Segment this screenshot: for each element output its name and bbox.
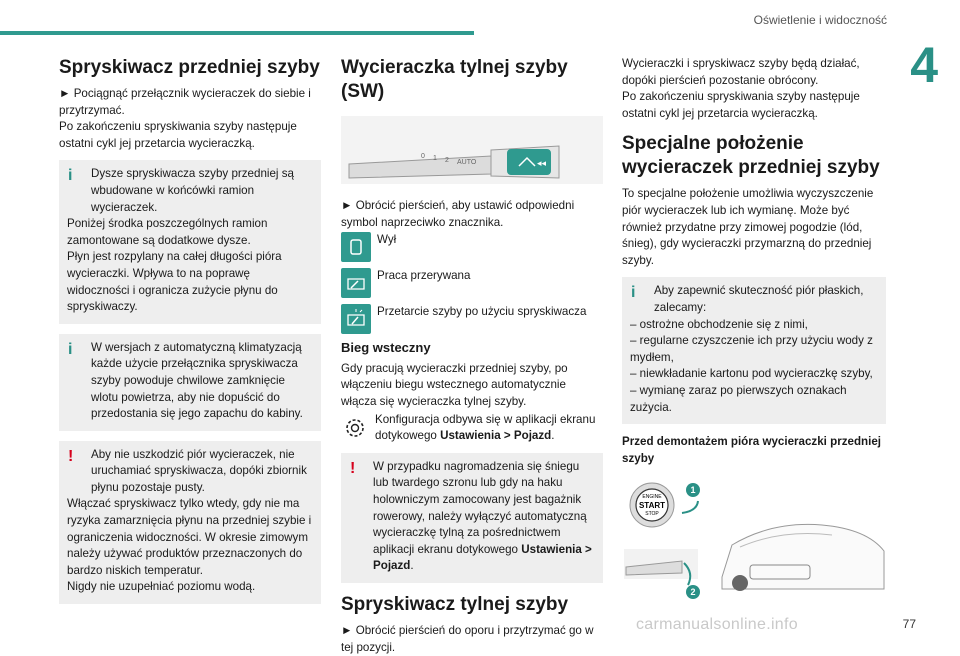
paragraph: Wycieraczki i spryskiwacz szyby będą działać, dopóki pierścień pozostanie obrócony. bbox=[622, 57, 860, 87]
warning-text: W przypadku nagromadzenia się śniegu lub twardego szronu lub gdy na haku holowniczym zamocowany jest bagażnik rowerowy, należy wyłączyć automatyczną wycieraczkę tylną za pośrednictwem aplikacji ekranu dotykowego Ustawienia > Pojazd. bbox=[373, 459, 592, 573]
info-icon: i bbox=[68, 340, 73, 358]
section-title-rear-washer: Spryskiwacz tylnej szyby bbox=[341, 593, 569, 615]
wiper-stalk-icon bbox=[341, 116, 603, 184]
mode-label: Przetarcie szyby po użyciu spryskiwacza bbox=[377, 305, 587, 319]
config-path: Ustawienia > Pojazd bbox=[440, 429, 552, 443]
watermark: carmanualsonline.info bbox=[636, 616, 798, 633]
info-box bbox=[59, 334, 321, 431]
stalk-label: AUTO bbox=[457, 159, 477, 166]
list-item: – niewkładanie kartonu pod wycieraczkę szyby, bbox=[630, 367, 873, 381]
list-item: – regularne czyszczenie ich przy użyciu wody z mydłem, bbox=[630, 334, 873, 364]
info-text: Płyn jest rozpylany na całej długości pióra wycieraczki. Wpływa to na poprawę widoczności i ogranicza zużycie płynu do spryskiwaczy. bbox=[67, 250, 282, 314]
mode-off bbox=[341, 232, 603, 262]
warning-icon: ! bbox=[68, 447, 74, 465]
paragraph: Po zakończeniu spryskiwania szyby następuje ostatni cykl jej przetarcia wycieraczką. bbox=[622, 90, 860, 120]
chapter-number: 4 bbox=[910, 37, 938, 93]
info-text: Aby zapewnić skuteczność piór płaskich, zalecamy: bbox=[654, 284, 864, 314]
paragraph: To specjalne położenie umożliwia wyczyszczenie piór wycieraczek lub ich wymianę. Może być również przydatne przy zimowej pogodzie (lód, śnieg), gdy wycieraczki przymarzną do przedniej szyby. bbox=[622, 187, 874, 267]
engine-label: ENGINE bbox=[642, 494, 662, 501]
warning-path: Ustawienia > Pojazd bbox=[373, 542, 592, 573]
callout-2: 2 bbox=[686, 585, 700, 599]
info-text: Poniżej środka poszczególnych ramion zamontowane są dodatkowe dysze. bbox=[67, 217, 268, 247]
config-text-body: Konfiguracja odbywa się w aplikacji ekranu dotykowego bbox=[375, 412, 596, 443]
section-title-special-position: Specjalne położenie wycieraczek przedniej szyby bbox=[622, 133, 880, 179]
section-title-rear-wiper: Wycieraczka tylnej szyby (SW) bbox=[341, 57, 568, 102]
wiper-intermittent-icon bbox=[341, 268, 371, 298]
car-illustration bbox=[622, 481, 886, 601]
paragraph: ► Pociągnąć przełącznik wycieraczek do siebie i przytrzymać. bbox=[59, 87, 311, 117]
config-note bbox=[341, 412, 603, 445]
paragraph: Gdy pracują wycieraczki przedniej szyby, po włączeniu biegu wstecznego automatycznie włącza się wycieraczka tylnej szyby. bbox=[341, 361, 568, 408]
section-title-front-washer: Spryskiwacz przedniej szyby bbox=[59, 57, 320, 78]
warning-text: Aby nie uszkodzić piór wycieraczek, nie uruchamiać spryskiwacza, dopóki zbiornik płynu pozostaje pusty. bbox=[91, 447, 307, 494]
wiper-off-icon bbox=[341, 232, 371, 262]
header-accent-bar bbox=[0, 31, 474, 35]
engine-label: STOP bbox=[645, 511, 659, 518]
removal-illustration bbox=[622, 481, 886, 601]
stalk-label: 2 bbox=[445, 157, 449, 164]
subheading-before-removal: Przed demontażem pióra wycieraczki przedniej szyby bbox=[622, 435, 882, 465]
info-text: W wersjach z automatyczną klimatyzacją każde użycie przełącznika spryskiwacza szyby powoduje chwilowe zamknięcie wlotu powietrza, aby nie dopuścić do przedostania się jego zapachu do kabiny. bbox=[91, 340, 303, 421]
warning-text-body: W przypadku nagromadzenia się śniegu lub twardego szronu lub gdy na haku holowniczym zamocowany jest bagażnik rowerowy, należy wyłączyć automatyczną wycieraczkę tylną za pośrednictwem aplikacji ekranu dotykowego bbox=[373, 459, 587, 556]
svg-text:◂◂: ◂◂ bbox=[537, 158, 547, 168]
column-3 bbox=[622, 56, 886, 601]
gear-icon bbox=[341, 414, 369, 442]
page-number: 77 bbox=[902, 617, 916, 631]
stalk-label: 1 bbox=[433, 155, 437, 162]
section-header: Oświetlenie i widoczność bbox=[753, 13, 887, 27]
info-text: Dysze spryskiwacza szyby przedniej są wbudowane w końcówki ramion wycieraczek. bbox=[91, 167, 294, 214]
mode-label: Praca przerywana bbox=[377, 269, 471, 283]
mode-intermittent bbox=[341, 268, 603, 298]
engine-label: START bbox=[638, 501, 666, 511]
wiper-stalk-illustration bbox=[341, 116, 603, 184]
mode-label: Wył bbox=[377, 233, 397, 247]
info-box bbox=[59, 160, 321, 323]
warning-box bbox=[59, 441, 321, 604]
callout-1: 1 bbox=[686, 483, 700, 497]
warning-text: Nigdy nie uzupełniać poziomu wodą. bbox=[67, 580, 256, 594]
tips-list bbox=[630, 317, 878, 417]
subheading-reverse: Bieg wsteczny bbox=[341, 340, 431, 356]
info-icon: i bbox=[631, 284, 636, 302]
warning-box bbox=[341, 453, 603, 583]
list-item: – wymianę zaraz po pierwszych oznakach zużycia. bbox=[630, 383, 847, 414]
warning-icon: ! bbox=[350, 459, 356, 477]
config-text: Konfiguracja odbywa się w aplikacji ekranu dotykowego Ustawienia > Pojazd. bbox=[375, 412, 596, 443]
column-1 bbox=[59, 56, 321, 614]
wiper-washer-icon bbox=[341, 304, 371, 334]
paragraph: Po zakończeniu spryskiwania szyby następuje ostatni cykl jej przetarcia wycieraczką. bbox=[59, 120, 297, 150]
warning-text: Włączać spryskiwacz tylko wtedy, gdy nie ma ryzyka zamarznięcia płynu na przedniej szybie i ograniczenia widoczności. W okresie zimowym należy używać produktów przeznaczonych do bardzo niskich temperatur. bbox=[67, 497, 312, 577]
stalk-label: 0 bbox=[421, 153, 425, 160]
info-icon: i bbox=[68, 167, 73, 185]
paragraph: ► Obrócić pierścień, aby ustawić odpowiedni symbol naprzeciwko znacznika. bbox=[341, 199, 575, 229]
info-box bbox=[622, 277, 886, 424]
paragraph: ► Obrócić pierścień do oporu i przytrzymać go w tej pozycji. bbox=[341, 623, 594, 654]
list-item: – ostrożne obchodzenie się z nimi, bbox=[630, 317, 808, 331]
column-2 bbox=[341, 56, 603, 656]
mode-washer-wipe bbox=[341, 304, 603, 334]
